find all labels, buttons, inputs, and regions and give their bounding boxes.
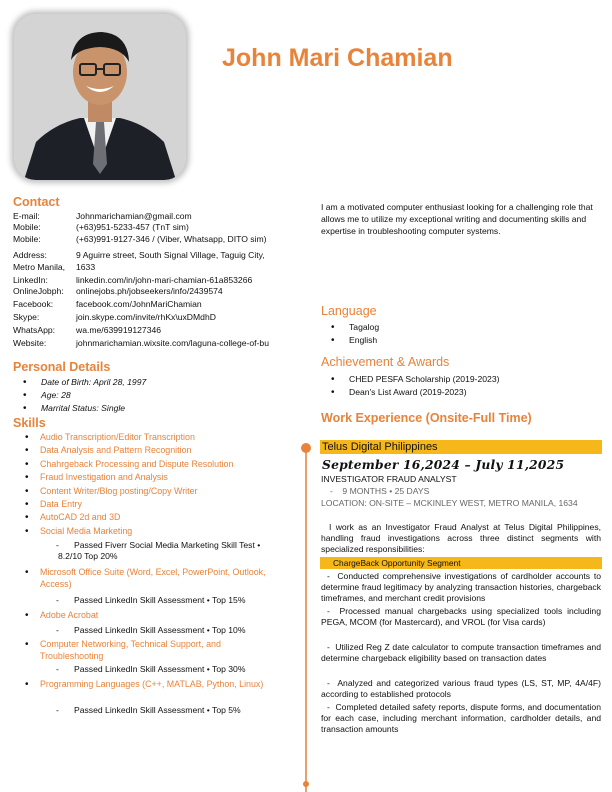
skill-item: • Data Analysis and Pattern Recognition [40, 445, 191, 457]
mobile-value: (+63)951-5233-457 (TnT sim) [76, 222, 189, 233]
skill-item: • Data Entry [40, 499, 82, 511]
job-bullet-text: Conducted comprehensive investigations of cardholder accounts to determine fraud legitimacy by analyzing transaction histories, chargeback timeframes, and merchant credit provisions [321, 571, 602, 603]
skill-item: • Computer Networking, Technical Support, and Troubleshooting [40, 639, 265, 662]
personal-details-list [13, 376, 146, 415]
awards-list [321, 373, 499, 399]
language-list [321, 321, 379, 347]
job-bullet: - Utilized Reg Z date calculator to compute transaction timeframes and determine chargeback eligibility based on transaction dates [321, 642, 601, 663]
address-value: 1633 [76, 261, 96, 272]
job-intro: I work as an Investigator Fraud Analyst at Telus Digital Philippines, handling fraud investigations across three distinct segments with specialized responsibilities: [321, 522, 601, 554]
candidate-name: John Mari Chamian [222, 44, 453, 72]
list-item: • Marrital Status: Single [13, 402, 146, 415]
website-link[interactable]: johnmarichamian.wixsite.com/laguna-college-of-bu [76, 338, 269, 348]
list-item: • English [321, 334, 379, 347]
skill-item: • Audio Transcription/Editor Transcription [40, 432, 195, 444]
skype-link[interactable]: join.skype.com/invite/rhKx\uxDMdhD [76, 312, 216, 322]
segment-label: ChargeBack Opportunity Segment [320, 557, 602, 569]
skill-item: • Content Writer/Blog posting/Copy Writer [40, 486, 198, 498]
facebook-link[interactable]: facebook.com/JohnMariChamian [76, 299, 202, 309]
list-item: • CHED PESFA Scholarship (2019-2023) [321, 373, 499, 386]
job-bullet: - Analyzed and categorized various fraud types (LS, ST, MP, 4A/4F) according to established protocols [321, 678, 601, 699]
timeline-line [305, 446, 307, 792]
skill-item: • Chahrgeback Processing and Dispute Resolution [40, 459, 233, 471]
contact-label: OnlineJobph: [13, 285, 64, 296]
skill-sub-text: Passed LinkedIn Skill Assessment • Top 30% [74, 664, 246, 674]
job-duration-text: 9 MONTHS • 25 DAYS [342, 486, 430, 496]
contact-heading: Contact [13, 195, 60, 209]
contact-label: E-mail: [13, 211, 40, 221]
job-bullet: - Processed manual chargebacks using specialized tools including PEGA, MCOM (for Mastercard), and VROL (for Visa cards) [321, 606, 601, 627]
list-item: • Date of Birth: April 28, 1997 [13, 376, 146, 389]
timeline-dot-icon [303, 781, 309, 787]
job-bullet: - Conducted comprehensive investigations of cardholder accounts to determine fraud legitimacy by analyzing transaction histories, chargeback timeframes, and merchant credit provisions [321, 571, 602, 603]
company-name: Telus Digital Philippines [320, 440, 602, 454]
job-dates: September 16,2024 – July 11,2025 [322, 457, 565, 472]
skill-sub-text: Passed Fiverr Social Media Marketing Skill Test • [74, 539, 261, 550]
person-portrait-icon [14, 14, 186, 180]
onlinejobs-link[interactable]: onlinejobs.ph/jobseekers/info/2439574 [76, 285, 223, 296]
linkedin-link[interactable]: linkedin.com/in/john-mari-chamian-61a853266 [76, 274, 253, 285]
skill-item: • Adobe Acrobat [40, 610, 98, 622]
language-heading: Language [321, 304, 377, 318]
skill-item: • Programming Languages (C++, MATLAB, Python, Linux) [40, 679, 280, 691]
timeline-dot-icon [301, 443, 311, 453]
contact-label: Website: [13, 338, 47, 348]
job-bullet-text: Analyzed and categorized various fraud types (LS, ST, MP, 4A/4F) according to established protocols [321, 678, 601, 699]
job-role: INVESTIGATOR FRAUD ANALYST [321, 474, 457, 484]
skill-sub-text: Passed LinkedIn Skill Assessment • Top 15% [74, 595, 246, 605]
skill-item: • AutoCAD 2d and 3D [40, 512, 120, 524]
whatsapp-link[interactable]: wa.me/639919127346 [76, 325, 162, 335]
work-experience-heading: Work Experience (Onsite-Full Time) [321, 411, 532, 425]
contact-list [13, 211, 303, 348]
job-duration: - 9 MONTHS • 25 DAYS [330, 486, 430, 496]
skill-item: • Social Media Marketing [40, 526, 132, 538]
skill-sub-continuation: 8.2/10 Top 20% [58, 550, 118, 561]
contact-label: Metro Manila, [13, 261, 66, 272]
job-bullet-text: Completed detailed safety reports, dispute forms, and documentation for each case, including merchant information, cardholder details, and transaction amounts [321, 702, 601, 734]
summary-text: I am a motivated computer enthusiast looking for a challenging role that allows me to utilize my exceptional writing and documenting skills and expertise in troubleshooting computer systems. [321, 202, 593, 237]
contact-label: LinkedIn: [13, 274, 48, 285]
contact-label: Skype: [13, 312, 40, 322]
skills-list [16, 432, 306, 722]
skills-heading: Skills [13, 416, 46, 430]
contact-label: Address: [13, 250, 47, 260]
awards-heading: Achievement & Awards [321, 355, 450, 369]
job-bullet-text: Utilized Reg Z date calculator to compute transaction timeframes and determine chargeback eligibility based on transaction dates [321, 642, 601, 663]
contact-label: Facebook: [13, 299, 54, 309]
skill-item: • Fraud Investigation and Analysis [40, 472, 168, 484]
contact-label: Mobile: [13, 233, 41, 244]
list-item: • Tagalog [321, 321, 379, 334]
job-location: LOCATION: ON-SITE – MCKINLEY WEST, METRO MANILA, 1634 [321, 498, 578, 508]
contact-label: WhatsApp: [13, 325, 56, 335]
skill-sub-text: Passed LinkedIn Skill Assessment • Top 5% [74, 705, 241, 715]
mobile-value: (+63)991-9127-346 / (Viber, Whatsapp, DITO sim) [76, 233, 267, 244]
skill-item: • Microsoft Office Suite (Word, Excel, PowerPoint, Outlook, Access) [40, 567, 270, 590]
email-link[interactable]: Johnmarichamian@gmail.com [76, 211, 192, 221]
job-bullet-text: Processed manual chargebacks using specialized tools including PEGA, MCOM (for Mastercard), and VROL (for Visa cards) [321, 606, 601, 627]
list-item: • Dean's List Award (2019-2023) [321, 386, 499, 399]
contact-label: Mobile: [13, 222, 41, 233]
list-item: • Age: 28 [13, 389, 146, 402]
job-bullet: - Completed detailed safety reports, dispute forms, and documentation for each case, including merchant information, cardholder details, and transaction amounts [321, 702, 601, 734]
profile-photo [14, 14, 186, 180]
skill-sub-text: Passed LinkedIn Skill Assessment • Top 10% [74, 624, 246, 635]
address-value: 9 Aguirre street, South Signal Village, Taguig City, [76, 250, 265, 260]
personal-details-heading: Personal Details [13, 360, 111, 374]
